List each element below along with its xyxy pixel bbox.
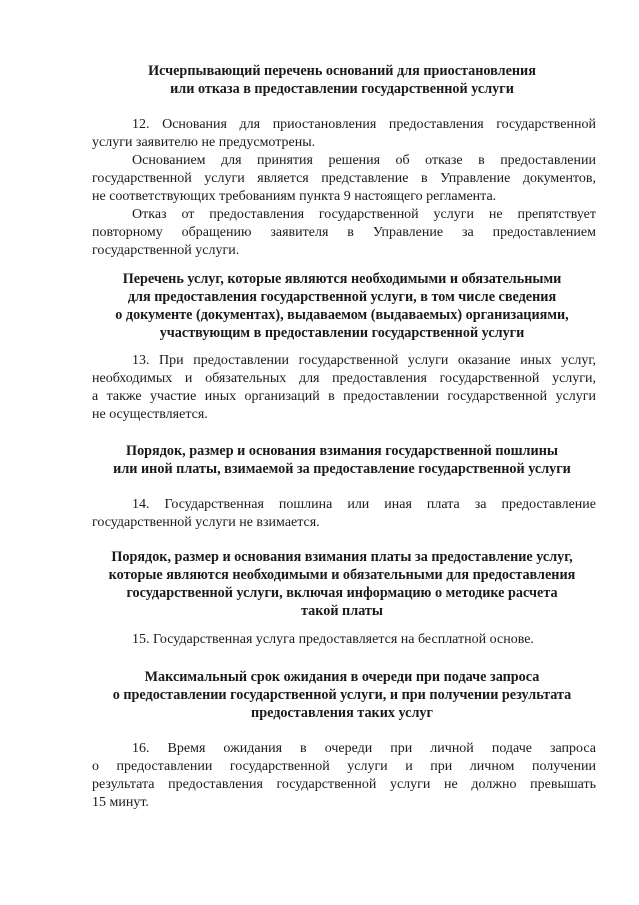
paragraph-line: 12. Основания для приостановления предоставления государственной bbox=[132, 117, 596, 132]
paragraph-line: Основанием для принятия решения об отказе в предоставлении bbox=[132, 153, 596, 168]
paragraph-line: 15 минут. bbox=[92, 795, 149, 810]
section-heading bbox=[88, 548, 596, 620]
paragraph bbox=[92, 352, 596, 424]
paragraph-line: результата предоставления государственной услуги не должно превышать bbox=[92, 777, 596, 792]
paragraph bbox=[92, 631, 596, 649]
paragraph-line: государственной услуги не взимается. bbox=[92, 515, 320, 530]
paragraph bbox=[92, 116, 596, 152]
paragraph-line: 14. Государственная пошлина или иная плата за предоставление bbox=[132, 497, 596, 512]
heading-line: для предоставления государственной услуги, в том числе сведения bbox=[127, 289, 557, 305]
paragraph-line: государственной услуги. bbox=[92, 243, 240, 258]
paragraph-line: а также участие иных организаций в предоставлении государственной услуги bbox=[92, 389, 596, 404]
paragraph bbox=[92, 496, 596, 532]
section-heading bbox=[88, 62, 596, 98]
paragraph-line: Отказ от предоставления государственной услуги не препятствует bbox=[132, 207, 596, 222]
paragraph-line: повторному обращению заявителя в Управление за предоставлением bbox=[92, 225, 596, 240]
heading-line: Перечень услуг, которые являются необходимыми и обязательными bbox=[122, 271, 562, 287]
section-heading bbox=[88, 442, 596, 478]
heading-line: Исчерпывающий перечень оснований для приостановления bbox=[148, 63, 536, 79]
heading-line: или иной платы, взимаемой за предоставление государственной услуги bbox=[113, 461, 571, 477]
heading-line: о документе (документах), выдаваемом (выдаваемых) организациями, bbox=[115, 307, 569, 323]
heading-line: участвующим в предоставлении государственной услуги bbox=[159, 325, 525, 341]
heading-line: которые являются необходимыми и обязательными для предоставления bbox=[108, 567, 576, 583]
heading-line: о предоставлении государственной услуги, и при получении результата bbox=[112, 687, 572, 703]
paragraph bbox=[92, 206, 596, 260]
heading-line: государственной услуги, включая информацию о методике расчета bbox=[126, 585, 558, 601]
heading-line: Порядок, размер и основания взимания государственной пошлины bbox=[126, 443, 558, 459]
paragraph-line: услуги заявителю не предусмотрены. bbox=[92, 135, 316, 150]
heading-line: Порядок, размер и основания взимания платы за предоставление услуг, bbox=[111, 549, 573, 565]
paragraph-line: не осуществляется. bbox=[92, 407, 208, 422]
paragraph-line: не соответствующих требованиям пункта 9 настоящего регламента. bbox=[92, 189, 497, 204]
heading-line: или отказа в предоставлении государственной услуги bbox=[170, 81, 514, 97]
heading-line: предоставления таких услуг bbox=[251, 705, 433, 721]
paragraph-line: государственной услуги является представление в Управление документов, bbox=[92, 171, 596, 186]
heading-line: такой платы bbox=[301, 603, 383, 619]
paragraph-line: 16. Время ожидания в очереди при личной подаче запроса bbox=[132, 741, 596, 756]
paragraph-line: 13. При предоставлении государственной услуги оказание иных услуг, bbox=[132, 353, 596, 368]
paragraph-line: 15. Государственная услуга предоставляется на бесплатной основе. bbox=[132, 632, 534, 647]
paragraph bbox=[92, 152, 596, 206]
section-heading bbox=[88, 668, 596, 722]
paragraph-line: о предоставлении государственной услуги и при личном получении bbox=[92, 759, 596, 774]
heading-line: Максимальный срок ожидания в очереди при подаче запроса bbox=[144, 669, 540, 685]
paragraph bbox=[92, 740, 596, 812]
paragraph-line: необходимых и обязательных для предоставления государственной услуги, bbox=[92, 371, 596, 386]
section-heading bbox=[88, 270, 596, 342]
